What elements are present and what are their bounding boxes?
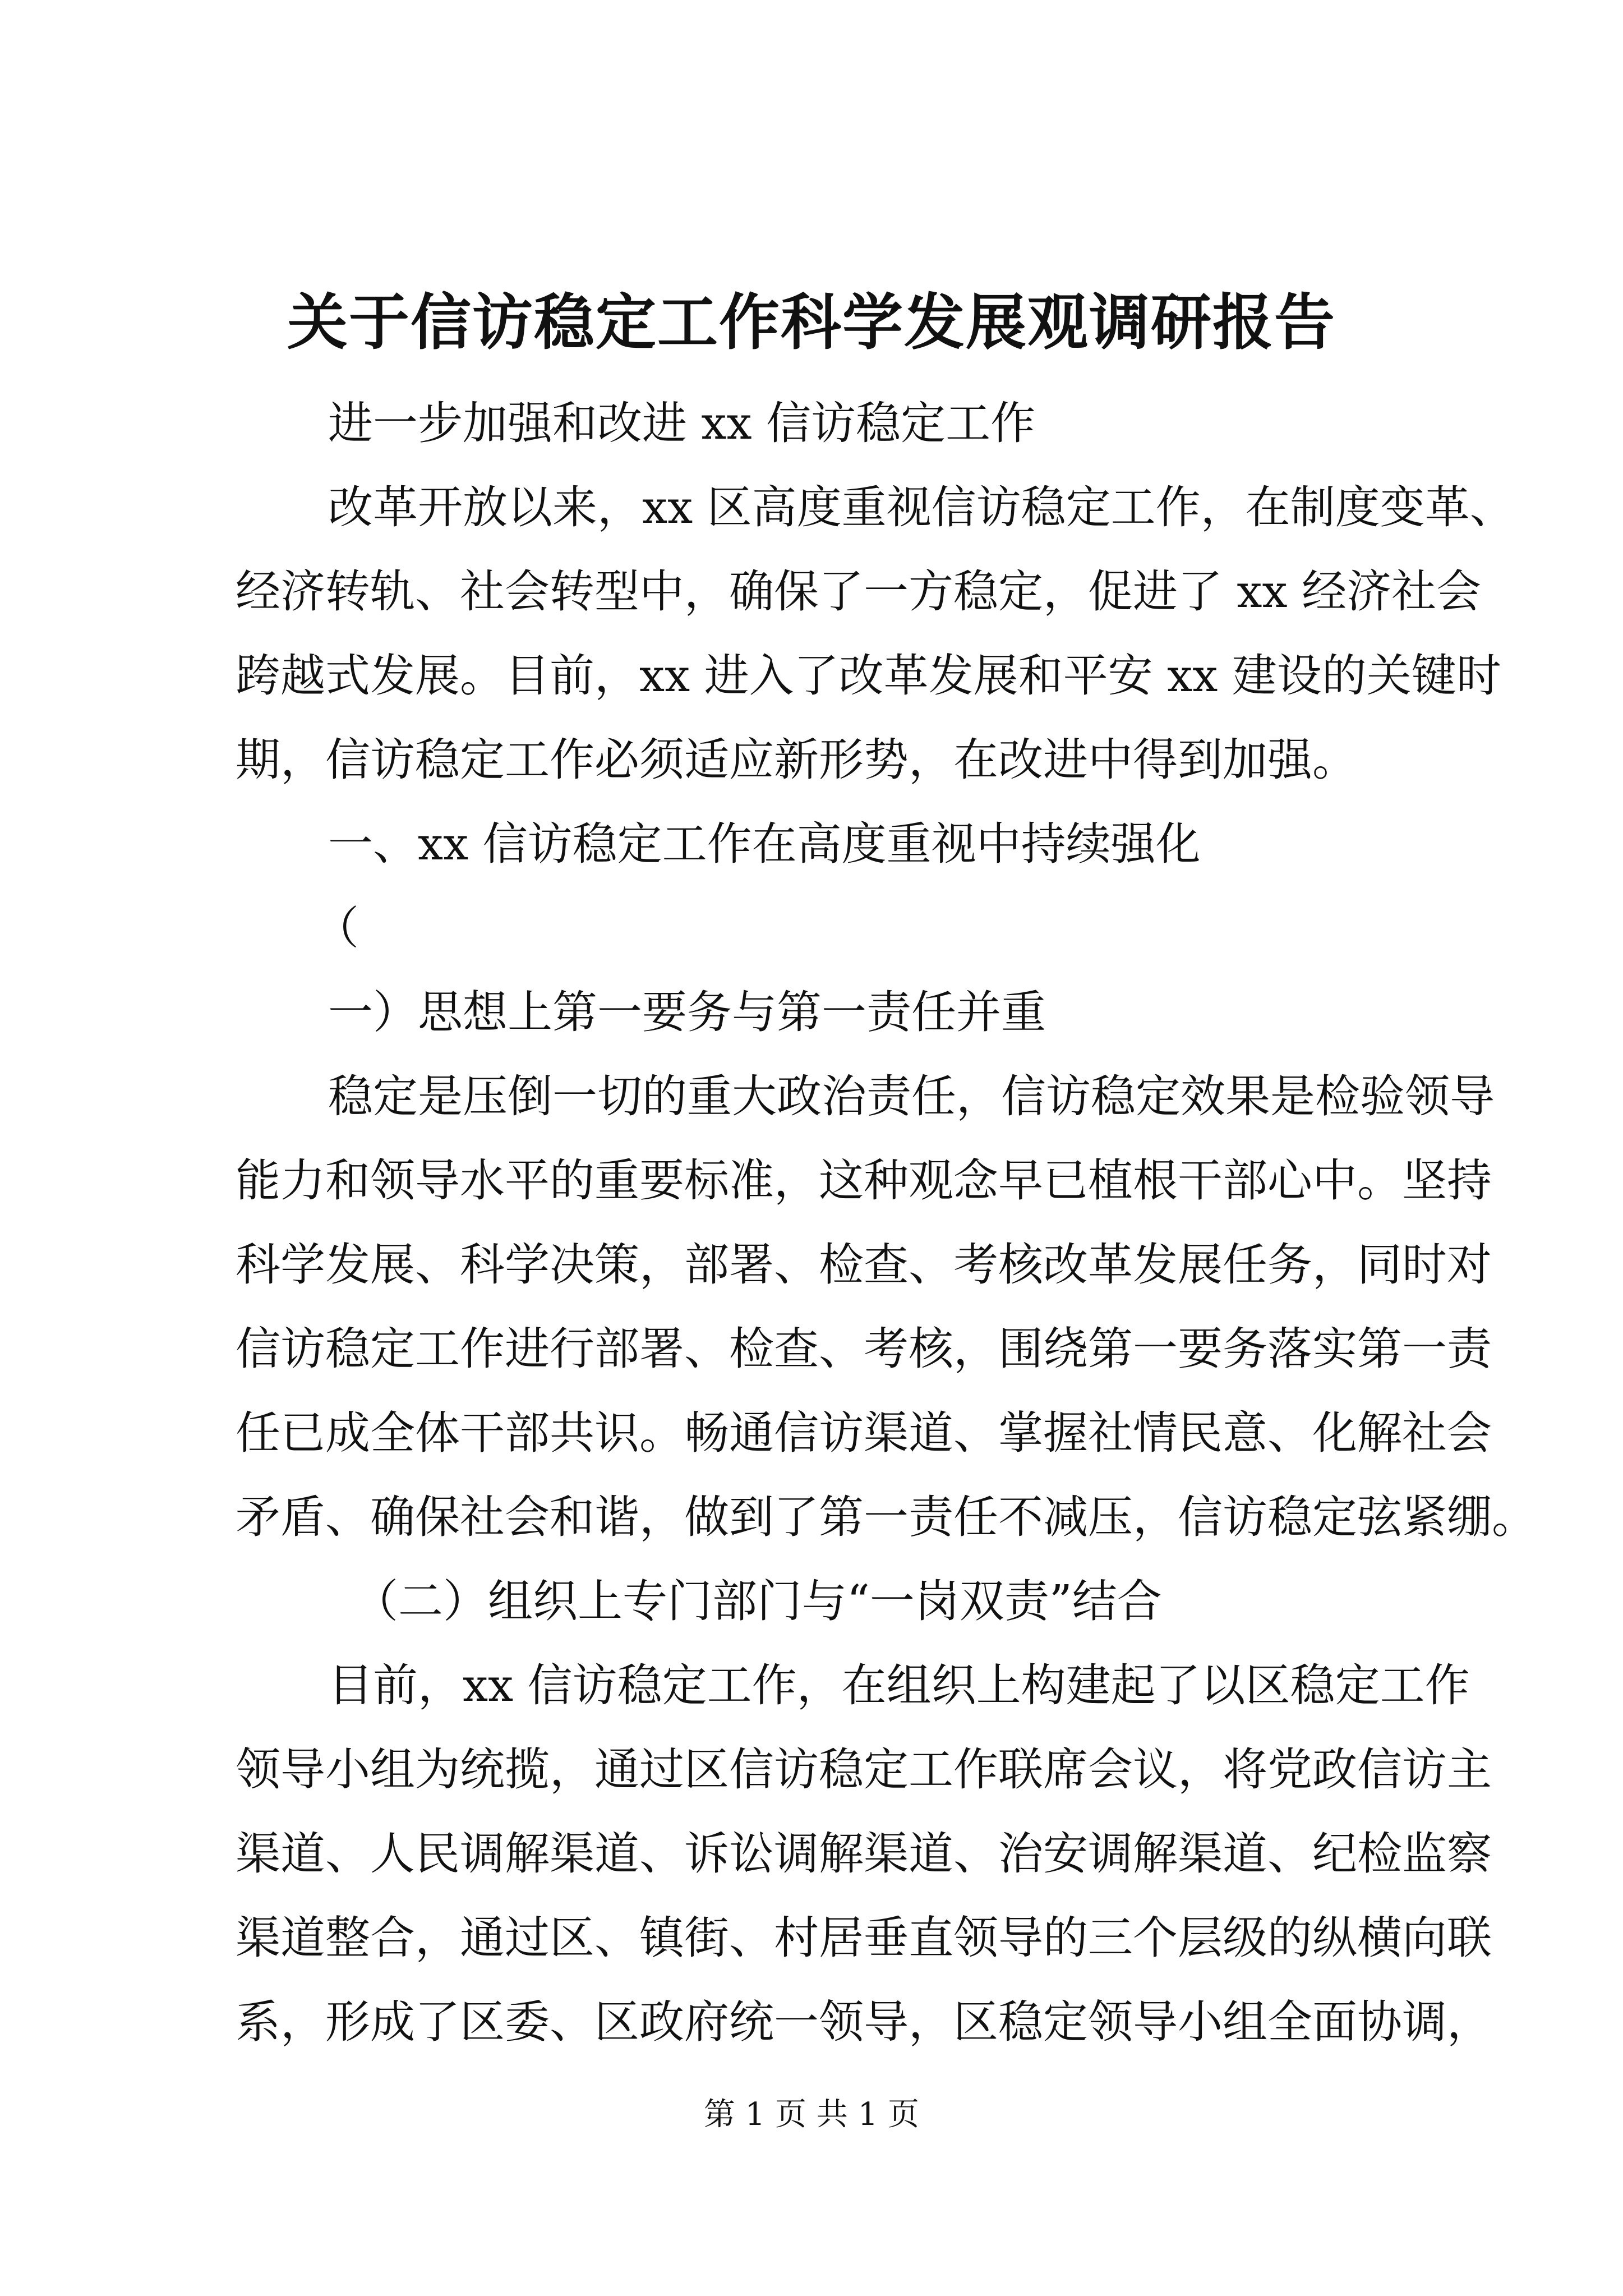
document-title: 关于信访稳定工作科学发展观调研报告: [287, 287, 1336, 358]
subsection-heading: （二）组织上专门部门与“一岗双责”结合: [353, 1575, 1162, 1627]
paragraph-line: 信访稳定工作进行部署、检查、考核，围绕第一要务落实第一责: [236, 1323, 1492, 1375]
paragraph-line: 任已成全体干部共识。畅通信访渠道、掌握社情民意、化解社会: [236, 1407, 1492, 1459]
document-body: [236, 381, 1537, 2064]
subsection-heading: 一）思想上第一要务与第一责任并重: [328, 986, 1046, 1038]
paragraph-line: 科学发展、科学决策，部署、检查、考核改革发展任务，同时对: [236, 1239, 1492, 1291]
paragraph-line: 领导小组为统揽，通过区信访稳定工作联席会议，将党政信访主: [236, 1743, 1492, 1796]
paragraph-line: 改革开放以来，xx 区高度重视信访稳定工作，在制度变革、: [328, 481, 1515, 533]
paragraph-line: 系，形成了区委、区政府统一领导，区稳定领导小组全面协调，: [236, 1996, 1492, 2048]
subtitle-line: 进一步加强和改进 xx 信访稳定工作: [328, 397, 1036, 449]
paragraph-line: （: [314, 902, 359, 954]
paragraph-line: 跨越式发展。目前，xx 进入了改革发展和平安 xx 建设的关键时: [236, 650, 1501, 702]
paragraph-line: 矛盾、确保社会和谐，做到了第一责任不减压，信访稳定弦紧绷。: [236, 1491, 1537, 1543]
paragraph-line: 目前，xx 信访稳定工作，在组织上构建起了以区稳定工作: [328, 1659, 1470, 1711]
paragraph-line: 经济转轨、社会转型中，确保了一方稳定，促进了 xx 经济社会: [236, 565, 1482, 618]
paragraph-line: 期，信访稳定工作必须适应新形势，在改进中得到加强。: [236, 734, 1357, 786]
paragraph-line: 稳定是压倒一切的重大政治责任，信访稳定效果是检验领导: [328, 1070, 1495, 1122]
paragraph-line: 能力和领导水平的重要标准，这种观念早已植根干部心中。坚持: [236, 1154, 1492, 1207]
page-footer: 第 1 页 共 1 页: [703, 2096, 920, 2133]
paragraph-line: 渠道整合，通过区、镇街、村居垂直领导的三个层级的纵横向联: [236, 1912, 1492, 1964]
section-heading: 一、xx 信访稳定工作在高度重视中持续强化: [328, 818, 1201, 870]
paragraph-line: 渠道、人民调解渠道、诉讼调解渠道、治安调解渠道、纪检监察: [236, 1828, 1492, 1880]
